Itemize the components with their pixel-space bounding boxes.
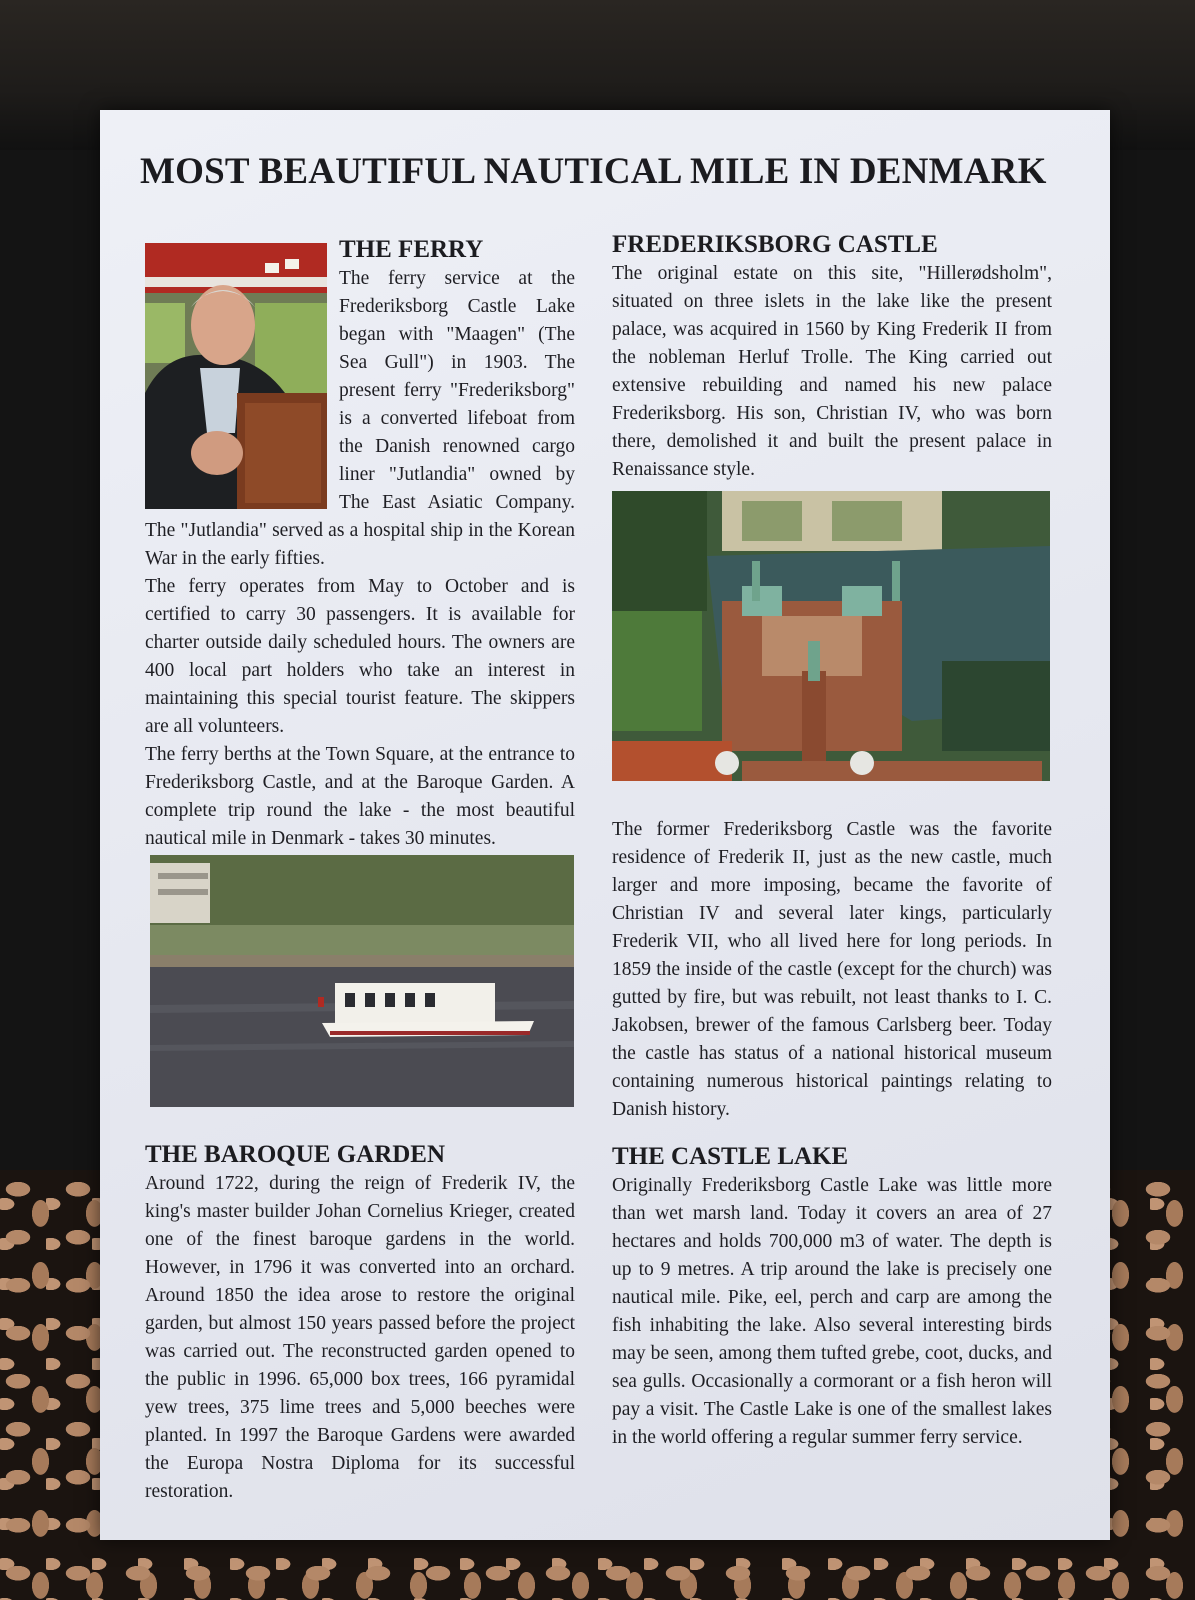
lake-heading: THE CASTLE LAKE: [612, 1143, 849, 1170]
castle-section-continued: [612, 816, 1052, 1124]
castle-paragraph-1: The original estate on this site, "Hillerødsholm", situated on three islets in the lake like the present palace, was acquired in 1560 by King Frederik II from the nobleman Herluf Trolle. The King carried out extensive rebuilding and named his new palace Frederiksborg. His son, Christian IV, who was born there, demolished it and built the present palace in Renaissance style.: [612, 263, 1052, 480]
garden-paragraph: Around 1722, during the reign of Frederik IV, the king's master builder Johan Cornelius Krieger, created one of the finest baroque gardens in the world. However, in 1796 it was converted into an orchard. Around 1850 the idea arose to restore the original garden, but almost 150 years passed before the project was carried out. The reconstructed garden opened to the public in 1996. 65,000 box trees, 166 pyramidal yew trees, 375 lime trees and 5,000 beeches were planted. In 1997 the Baroque Gardens were awarded the Europa Nostra Diploma for its successful restoration.: [145, 1173, 575, 1502]
ferry-section: [145, 235, 575, 853]
castle-paragraph-2: The former Frederiksborg Castle was the favorite residence of Frederik II, just as the new castle, much larger and more imposing, became the favorite of Christian IV and several later kings, particularly Frederik VII, who all lived here for long periods. In 1859 the inside of the castle (except for the church) was gutted by fire, but was rebuilt, not least thanks to I. C. Jakobsen, brewer of the famous Carlsberg beer. Today the castle has status of a national historical museum containing numerous historical paintings relating to Danish history.: [612, 819, 1052, 1120]
ferry-paragraph-3: The ferry berths at the Town Square, at the entrance to Frederiksborg Castle, and at the Baroque Garden. A complete trip round the lake - the most beautiful nautical mile in Denmark - takes 30 minutes.: [145, 744, 575, 849]
lake-section: [612, 1142, 1052, 1452]
ferry-paragraph-1: The ferry service at the Frederiksborg Castle Lake began with "Maagen" (The Sea Gull") in 1903. The present ferry "Frederiksborg" is a converted lifeboat from the Danish renowned cargo liner "Jutlandia" owned by The East Asiatic Company. The "Jutlandia" served as a hospital ship in the Korean War in the early fifties.: [145, 268, 575, 569]
castle-aerial-photo: [612, 491, 1050, 781]
lake-paragraph: Originally Frederiksborg Castle Lake was little more than wet marsh land. Today it covers an area of 27 hectares and holds 700,000 m3 of water. The depth is up to 9 metres. A trip around the lake is precisely one nautical mile. Pike, eel, perch and carp are among the fish inhabiting the lake. Also several interesting birds may be seen, among them tufted grebe, coot, ducks, and sea gulls. Occasionally a cormorant or a fish heron will pay a visit. The Castle Lake is one of the smallest lakes in the world offering a regular summer ferry service.: [612, 1175, 1052, 1448]
garden-heading: THE BAROQUE GARDEN: [145, 1141, 446, 1168]
ferry-boat-photo: [150, 855, 574, 1107]
garden-section: [145, 1140, 575, 1506]
skipper-photo: [145, 243, 327, 509]
brochure-page: [100, 110, 1110, 1540]
ferry-paragraph-2: The ferry operates from May to October and is certified to carry 30 passengers. It is available for charter outside daily scheduled hours. The owners are 400 local part holders who take an interest in maintaining this special tourist feature. The skippers are all volunteers.: [145, 576, 575, 737]
ferry-heading: THE FERRY: [339, 236, 484, 263]
castle-section: [612, 230, 1052, 484]
page-title: MOST BEAUTIFUL NAUTICAL MILE IN DENMARK: [140, 151, 1047, 192]
castle-heading: FREDERIKSBORG CASTLE: [612, 231, 938, 258]
